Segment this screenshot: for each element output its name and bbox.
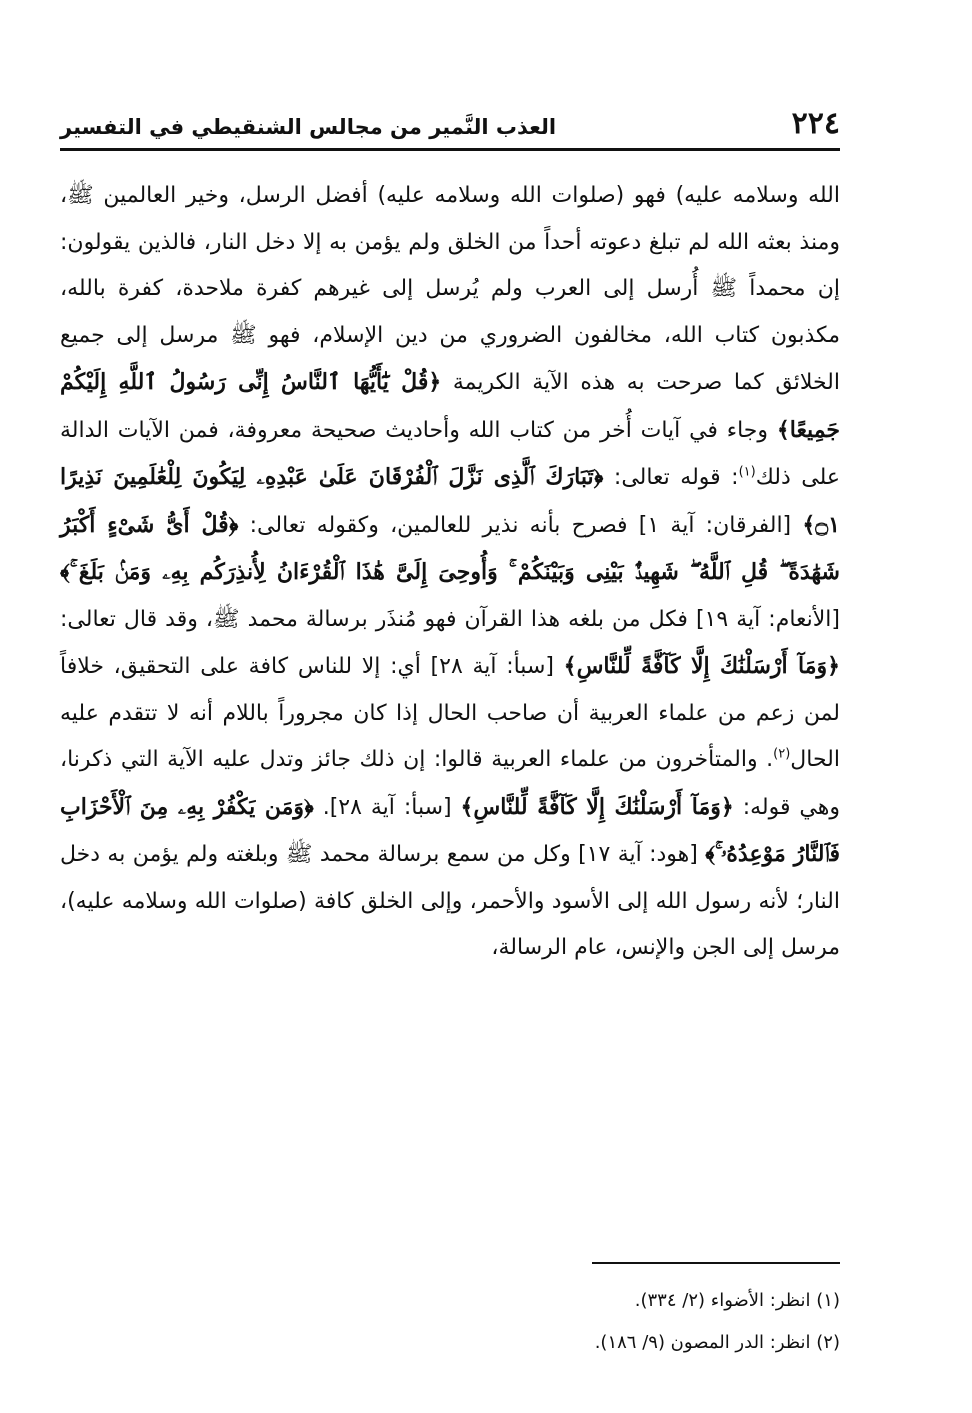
page-number: ٢٢٤ [791, 106, 840, 141]
text-segment: الله وسلامه عليه) فهو (صلوات الله وسلامه عليه) أفضل الرسل، وخير العالمين ﷺ، ومنذ بعثه الله لم تبلغ دعوته أحداً من الخلق ولم يؤمن به إلا دخل النار، فالذين يقولون: إن محمداً ﷺ أُرسل إلى العرب ولم يُرسل إلى غيرهم كفرة ملاحدة، كفرة بالله، مكذبون كتاب الله، مخالفون الضروري من دين الإسلام، فهو ﷺ مرسل إلى جميع الخلائق كما صرحت به هذه الآية الكريمة [60, 183, 840, 395]
book-page [60, 100, 841, 1353]
text-segment: : قوله تعالى: [613, 465, 739, 490]
quran-verse: ﴿وَمَآ أَرْسَلْنَٰكَ إِلَّا كَآفَّةً لِّلنَّاسِ﴾ [563, 653, 840, 679]
quran-verse: ﴿تَبَارَكَ ٱلَّذِى نَزَّلَ ٱلْفُرْقَانَ عَلَىٰ عَبْدِهِۦ لِيَكُونَ لِلْعَٰلَمِينَ نَذِيرًا ۝١﴾ [60, 464, 840, 538]
footnote-divider [592, 1262, 840, 1264]
footnotes [60, 1280, 840, 1364]
text-segment: [سبأ: آية ٢٨] أي: إلا للناس كافة على التحقيق، خلافاً لمن زعم من علماء العربية أن صاحب الحال إذا كان مجروراً باللام أنه لا تتقدم عليه الحال [60, 654, 840, 772]
paragraph [60, 173, 840, 972]
page-header [60, 100, 840, 151]
quran-verse: ﴿قُلْ يَٰٓأَيُّهَا ٱلنَّاسُ إِنِّى رَسُولُ ٱللَّهِ إِلَيْكُمْ جَمِيعًا﴾ [60, 369, 841, 443]
text-segment: [الأنعام: آية ١٩] فكل من بلغه هذا القرآن فهو مُنذَر برسالة محمد ﷺ، وقد قال تعالى: [60, 606, 841, 632]
footnote-1: (١) انظر: الأضواء (٢/ ٣٣٤). [634, 1290, 840, 1311]
text-segment: . والمتأخرون من علماء العربية قالوا: إن ذلك جائز وتدل عليه الآية التي ذكرنا، وهي قوله: [60, 747, 840, 820]
text-segment: وجاء في آيات أُخر من كتاب الله وأحاديث صحيحة معروفة، فمن الآيات الدالة على ذلك [60, 417, 841, 490]
text-segment: [هود: آية ١٧] وكل من سمع برسالة محمد ﷺ وبلغته ولم يؤمن به دخل النار؛ لأنه رسول الله إلى الأسود والأحمر، وإلى الخلق كافة (صلوات الله وسلامه عليه)، مرسل إلى الجن والإنس، عام الرسالة، [60, 842, 840, 960]
main-text [60, 173, 840, 972]
text-segment: [سبأ: آية ٢٨]. [322, 794, 452, 820]
footnote-marker: (٢) [773, 746, 791, 762]
quran-verse: ﴿وَمَن يَكْفُرْ بِهِۦ مِنَ ٱلْأَحْزَابِ فَٱلنَّارُ مَوْعِدُهُۥ ۚ﴾ [60, 793, 840, 867]
quran-verse: ﴿قُلْ أَىُّ شَىْءٍ أَكْبَرُ شَهَٰدَةً ۖ قُلِ ٱللَّهُ ۖ شَهِيدٌۢ بَيْنِى وَبَيْنَكُمْ ۚ وَأُوحِىَ إِلَىَّ هَٰذَا ٱلْقُرْءَانُ لِأُنذِرَكُم بِهِۦ وَمَنۢ بَلَغَ ۚ﴾ [60, 511, 840, 585]
text-segment: [الفرقان: آية ١] فصرح بأنه نذير للعالمين، وكقوله تعالى: [249, 512, 792, 538]
footnote-2: (٢) انظر: الدر المصون (٩/ ١٨٦). [594, 1332, 840, 1353]
quran-verse: ﴿وَمَآ أَرْسَلْنَٰكَ إِلَّا كَآفَّةً لِّلنَّاسِ﴾ [460, 793, 734, 820]
book-title: العذب النَّمير من مجالس الشنقيطي في التفسير [60, 115, 557, 139]
footnote-marker: (١) [738, 464, 756, 480]
